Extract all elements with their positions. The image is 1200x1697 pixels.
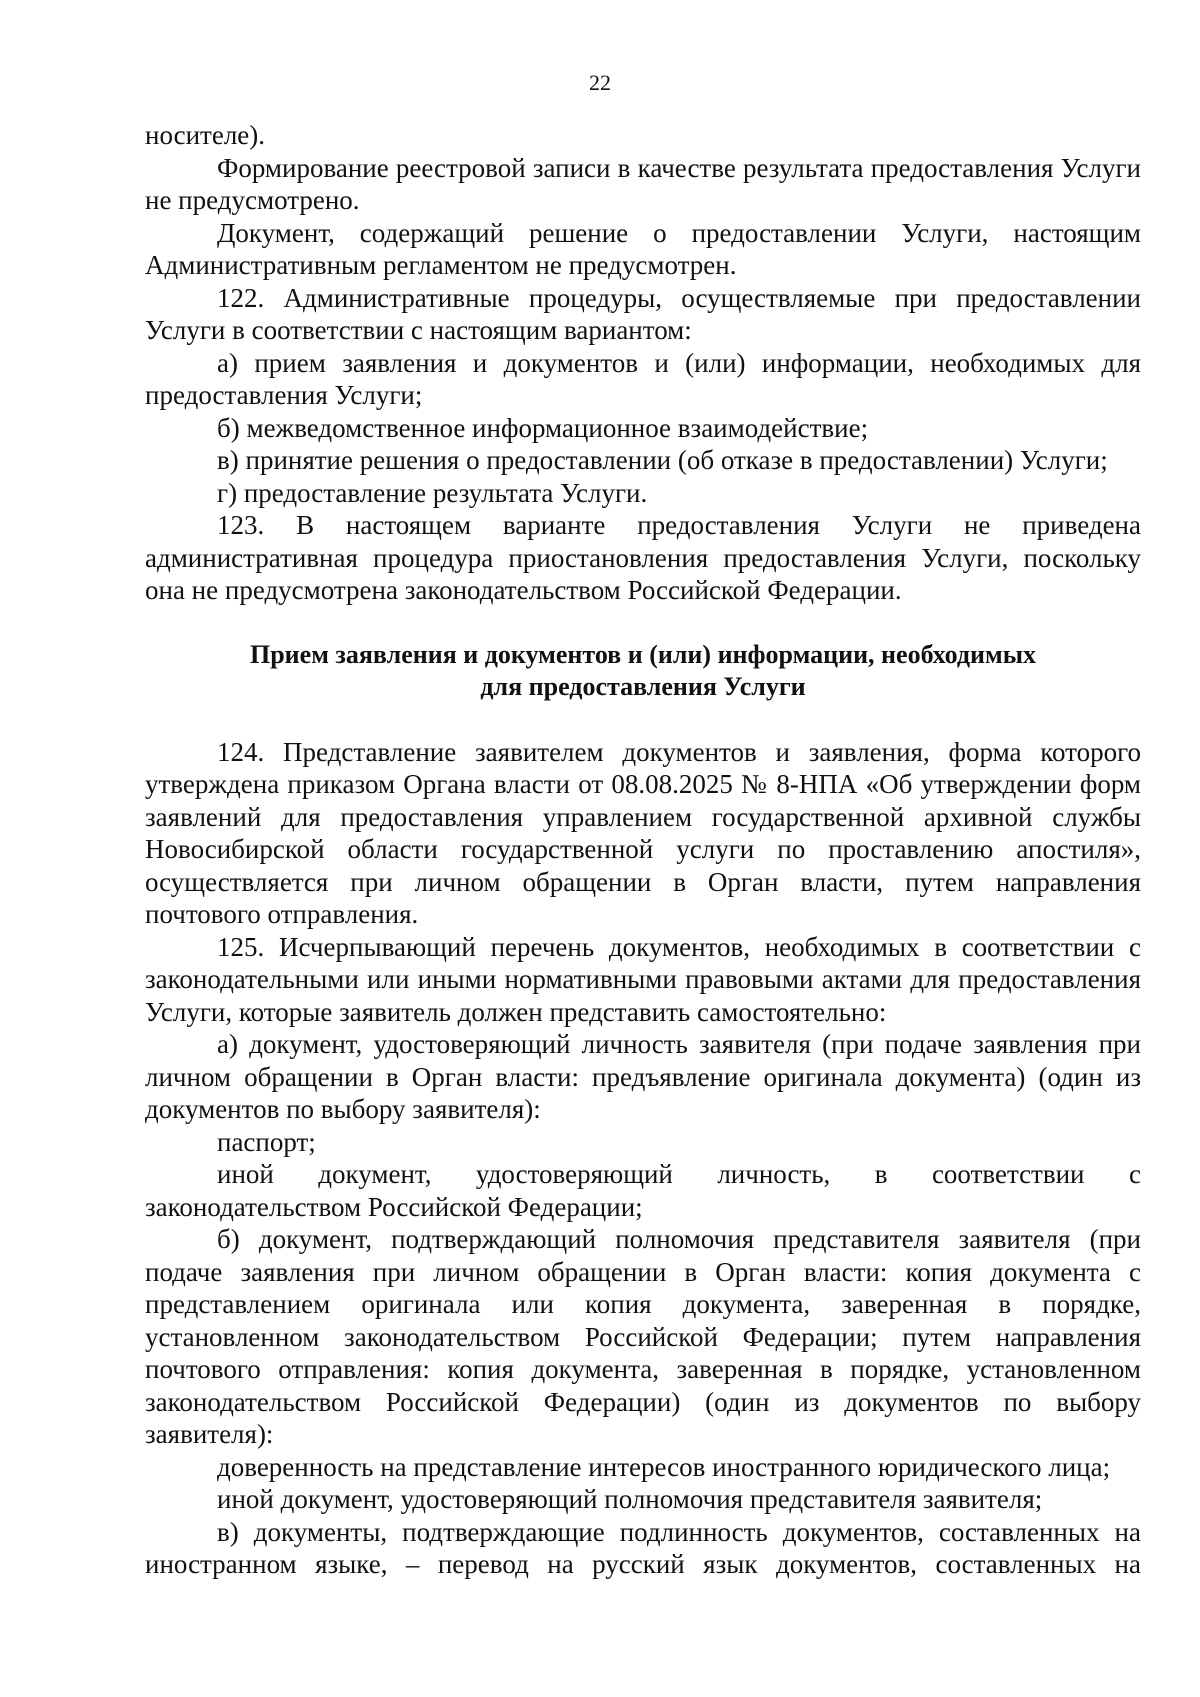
word: документ, (318, 1159, 432, 1189)
list-item: б) документ, подтверждающий полномочия представителя заявителя (при подаче заявления при личном обращении в Орган власти: копия документа с представлением оригинала или копия документа, заверенная в порядке, установленном законодательством Российской Федерации; путем направления почтового отправления: копия документа, заверенная в порядке, установленном законодательством Российской Федерации) (один из документов по выбору заявителя): (145, 1224, 1141, 1449)
list-item: в) принятие решения о предоставлении (об отказе в предоставлении) Услуги; (217, 445, 1108, 475)
paragraph: носителе). (145, 120, 266, 150)
section-heading-line: для предоставления Услуги (480, 672, 806, 701)
list-item: б) межведомственное информационное взаимодействие; (217, 412, 869, 443)
paragraph-item-122: 122. Административные процедуры, осуществляемые при предоставлении Услуги в соответствии с настоящим вариантом: (145, 282, 1141, 345)
word: в (874, 1159, 888, 1189)
list-item: а) прием заявления и документов и (или) информации, необходимых для предоставления Услуги; (145, 347, 1141, 410)
paragraph: Документ, содержащий решение о предоставлении Услуги, настоящим Административным регламентом не предусмотрен. (145, 217, 1141, 280)
justified-line (145, 1158, 1141, 1191)
word: личность, (717, 1159, 831, 1189)
list-item: г) предоставление результата Услуги. (217, 477, 648, 508)
paragraph-item-123: 123. В настоящем варианте предоставления Услуги не приведена административная процедура приостановления предоставления Услуги, поскольку она не предусмотрена законодательством Российской Федерации. (145, 510, 1141, 605)
paragraph: законодательством Российской Федерации; (145, 1191, 643, 1222)
list-item: а) документ, удостоверяющий личность заявителя (при подаче заявления при личном обращении в Орган власти: предъявление оригинала документа) (один из документов по выбору заявителя): (145, 1029, 1141, 1124)
section-heading (145, 639, 1141, 704)
list-item: иной документ, удостоверяющий полномочия представителя заявителя; (217, 1484, 1043, 1514)
page-number: 22 (589, 70, 611, 95)
list-item: доверенность на представление интересов иностранного юридического лица; (217, 1451, 1111, 1482)
word: соответствии (931, 1159, 1085, 1189)
word: иной (217, 1159, 274, 1189)
word: удостоверяющий (475, 1159, 673, 1189)
section-heading-line: Прием заявления и документов и (или) информации, необходимых (249, 639, 1036, 669)
document-body (145, 119, 1141, 1581)
list-item: в) документы, подтверждающие подлинность документов, составленных на иностранном языке, – перевод на русский язык документов, составленных на (145, 1516, 1141, 1579)
list-item: паспорт; (217, 1126, 316, 1157)
paragraph-item-124: 124. Представление заявителем документов и заявления, форма которого утверждена приказом Органа власти от 08.08.2025 № 8-НПА «Об утверждении форм заявлений для предоставления управлением государственной архивной службы Новосибирской области государственной услуги по проставлению апостиля», осуществляется при личном обращении в Орган власти, путем направления почтового отправления. (145, 736, 1141, 929)
word: с (1128, 1159, 1141, 1189)
paragraph-item-125: 125. Исчерпывающий перечень документов, необходимых в соответствии с законодательными или иными нормативными правовыми актами для предоставления Услуги, которые заявитель должен представить самостоятельно: (145, 931, 1141, 1027)
paragraph: Формирование реестровой записи в качестве результата предоставления Услуги не предусмотрено. (145, 152, 1141, 215)
